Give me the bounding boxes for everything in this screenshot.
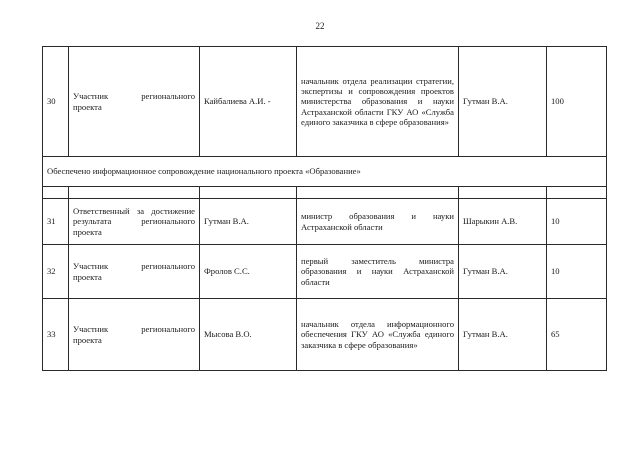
role-cell: Участник регионального проекта (69, 47, 200, 157)
position-cell: министр образования и науки Астраханской области (297, 199, 459, 245)
value-cell: 65 (547, 299, 607, 371)
row-number: 32 (43, 245, 69, 299)
person-cell: Мысова В.О. (200, 299, 297, 371)
table-row (43, 299, 607, 371)
table-row (43, 199, 607, 245)
row-number: 30 (43, 47, 69, 157)
row-number: 31 (43, 199, 69, 245)
person-cell: Кайбалиева А.И. - (200, 47, 297, 157)
position-cell: начальник отдела реализации стратегии, экспертизы и сопровождения проектов министерства образования и науки Астраханской области ГКУ АО «Служба единого заказчика в сфере образования» (297, 47, 459, 157)
row-number: 33 (43, 299, 69, 371)
position-cell: первый заместитель министра образования и науки Астраханской области (297, 245, 459, 299)
role-cell: Ответственный за достижение результата регионального проекта (69, 199, 200, 245)
position-cell: начальник отдела информационного обеспечения ГКУ АО «Служба единого заказчика в сфере образования» (297, 299, 459, 371)
value-cell: 10 (547, 199, 607, 245)
supervisor-cell: Шарыкин А.В. (459, 199, 547, 245)
table-row (43, 47, 607, 157)
section-row (43, 157, 607, 187)
table-row (43, 245, 607, 299)
page-number: 22 (315, 21, 325, 31)
person-cell: Гутман В.А. (200, 199, 297, 245)
supervisor-cell: Гутман В.А. (459, 47, 547, 157)
section-title: Обеспечено информационное сопровождение национального проекта «Образование» (43, 157, 607, 187)
role-cell: Участник регионального проекта (69, 299, 200, 371)
role-cell: Участник регионального проекта (69, 245, 200, 299)
value-cell: 100 (547, 47, 607, 157)
value-cell: 10 (547, 245, 607, 299)
supervisor-cell: Гутман В.А. (459, 245, 547, 299)
spacer-row (43, 187, 607, 199)
person-cell: Фролов С.С. (200, 245, 297, 299)
supervisor-cell: Гутман В.А. (459, 299, 547, 371)
responsibility-table (42, 46, 607, 371)
